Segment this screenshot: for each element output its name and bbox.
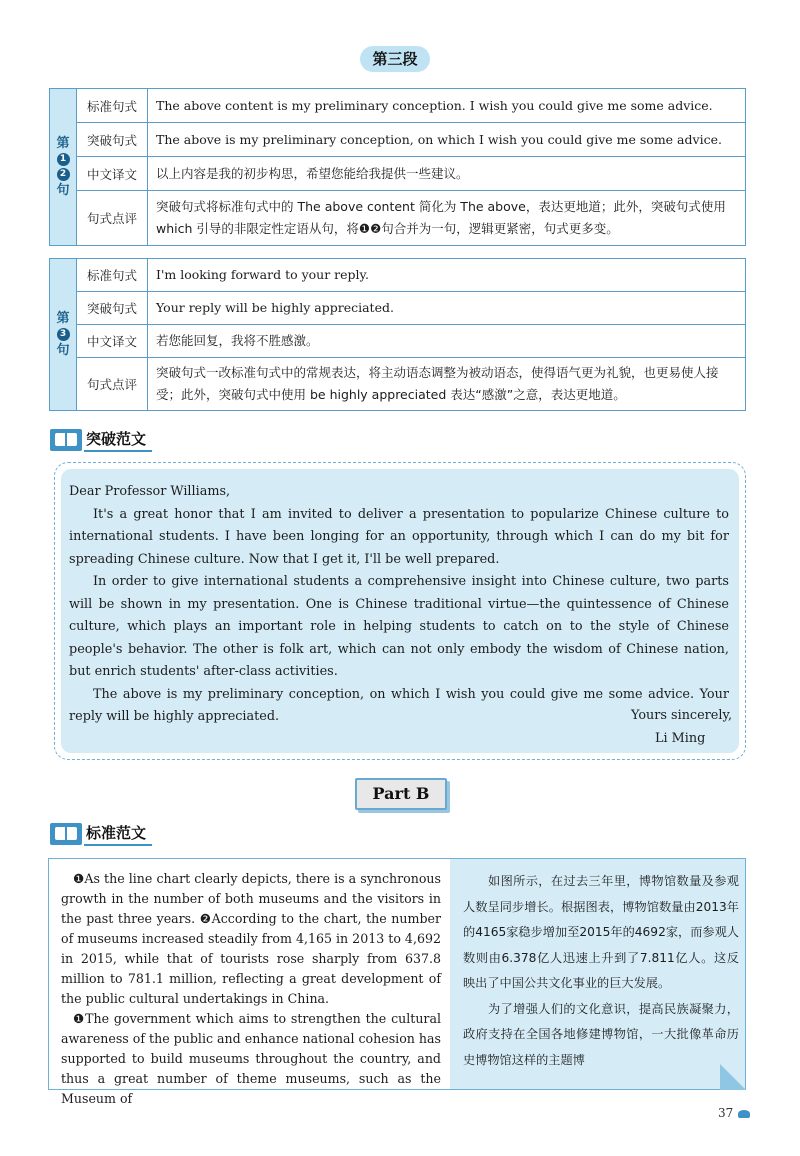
section-heading-standard xyxy=(50,822,152,846)
row-text: The above is my preliminary conception, on which I wish you could give me some advice. xyxy=(156,131,722,147)
row-label: 中文译文 xyxy=(77,157,148,190)
sidebar-char: 第 xyxy=(56,311,70,326)
table-row xyxy=(77,325,745,358)
table-row xyxy=(77,292,745,325)
sentence-table-2 xyxy=(49,258,746,411)
letter-paragraph: It's a great honor that I am invited to deliver a presentation to popularize Chinese culture to international students. I have been longing for an opportunity, through which I can do my bit for spreading Chinese culture. Now that I get it, I'll be well prepared. xyxy=(69,506,729,567)
row-text: 突破句式将标准句式中的 The above content 简化为 The above，表达更地道；此外，突破句式使用 which 引导的非限定性定语从句，将❶❷句合并为一句，逻辑更紧密，句式更多变。 xyxy=(156,199,726,236)
row-label: 中文译文 xyxy=(77,325,148,357)
sidebar-char: 句 xyxy=(56,183,70,198)
table-row xyxy=(77,358,745,410)
row-label: 突破句式 xyxy=(77,123,148,156)
translation-paragraph: 为了增强人们的文化意识，提高民族凝聚力，政府支持在全国各地修建博物馆，一大批像革命历史博物馆这样的主题博 xyxy=(463,1001,739,1067)
part-b-badge: Part B xyxy=(355,778,447,810)
row-text: Your reply will be highly appreciated. xyxy=(156,300,394,315)
translation-paragraph: 如图所示，在过去三年里，博物馆数量及参观人数呈同步增长。根据图表，博物馆数量由2013年的4165家稳步增加至2015年的4692家，而参观人数则由6.378亿人迅速上升到了7.811亿人。这反映出了中国公共文化事业的巨大发展。 xyxy=(463,874,739,990)
table-row xyxy=(77,157,745,191)
row-label: 标准句式 xyxy=(77,259,148,291)
table-row xyxy=(77,123,745,157)
table-row xyxy=(77,259,745,292)
section-badge: 第三段 xyxy=(360,46,430,72)
sidebar-number: 1 xyxy=(57,153,70,166)
table-row xyxy=(77,89,745,123)
row-text: The above content is my preliminary conception. I wish you could give me some advice. xyxy=(156,97,713,113)
sidebar-number: 2 xyxy=(57,168,70,181)
row-text: 以上内容是我的初步构思，希望您能给我提供一些建议。 xyxy=(156,165,469,181)
table-sidebar-label xyxy=(50,259,77,410)
row-text: 突破句式一改标准句式中的常规表达，将主动语态调整为被动语态，使得语气更为礼貌，也更易使人接受；此外，突破句式中使用 be highly appreciated 表达“感激”之意，表达更地道。 xyxy=(156,365,719,402)
standard-essay-box xyxy=(48,858,746,1106)
row-label: 句式点评 xyxy=(77,358,148,410)
book-icon xyxy=(50,823,82,845)
row-text: 若您能回复，我将不胜感激。 xyxy=(156,333,319,348)
letter-body xyxy=(69,481,729,729)
sample-letter-box xyxy=(54,462,746,760)
row-label: 句式点评 xyxy=(77,191,148,245)
table-sidebar-label xyxy=(50,89,77,245)
page-number: 37 xyxy=(718,1106,734,1120)
letter-signature: Li Ming xyxy=(655,731,706,746)
sidebar-char: 第 xyxy=(56,136,70,151)
letter-closing: Yours sincerely, xyxy=(631,708,733,723)
graduation-cap-icon xyxy=(738,1110,750,1118)
row-label: 标准句式 xyxy=(77,89,148,122)
letter-paragraph: In order to give international students a comprehensive insight into Chinese culture, two parts will be shown in my presentation. One is Chinese traditional virtue—the quintessence of Chinese culture, which plays an important role in helping students to catch on to the style of Chinese people's behavior. The other is folk art, which can not only embody the wisdom of Chinese nation, but enrich students' after-class activities. xyxy=(69,574,729,679)
essay-paragraph: ❶As the line chart clearly depicts, there is a synchronous growth in the number of both museums and the visitors in the past three years. ❷According to the chart, the number of museums increased steadily from 4,165 in 2013 to 4,692 in 2015, while that of tourists rose sharply from 637.8 million to 781.1 million, reflecting a great development of the public cultural undertakings in China. xyxy=(61,871,441,1006)
row-text: I'm looking forward to your reply. xyxy=(156,267,369,282)
section-heading-breakthrough xyxy=(50,428,152,452)
sidebar-number: 3 xyxy=(57,328,70,341)
letter-salutation: Dear Professor Williams, xyxy=(69,484,231,499)
sidebar-char: 句 xyxy=(56,343,70,358)
page-fold-corner xyxy=(720,1064,746,1090)
sentence-table-1 xyxy=(49,88,746,246)
english-essay xyxy=(61,869,441,1109)
essay-paragraph: ❶The government which aims to strengthen the cultural awareness of the public and enhance national cohesion has supported to build museums throughout the country, and thus a great number of theme museums, such as the Museum of xyxy=(61,1011,441,1106)
chinese-translation xyxy=(463,869,739,1073)
row-label: 突破句式 xyxy=(77,292,148,324)
book-icon xyxy=(50,429,82,451)
heading-text: 标准范文 xyxy=(84,822,152,846)
table-row xyxy=(77,191,745,245)
heading-text: 突破范文 xyxy=(84,428,152,452)
letter-paragraph: The above is my preliminary conception, on which I wish you could give me some advice. Your reply will be highly appreciated. xyxy=(69,686,729,724)
